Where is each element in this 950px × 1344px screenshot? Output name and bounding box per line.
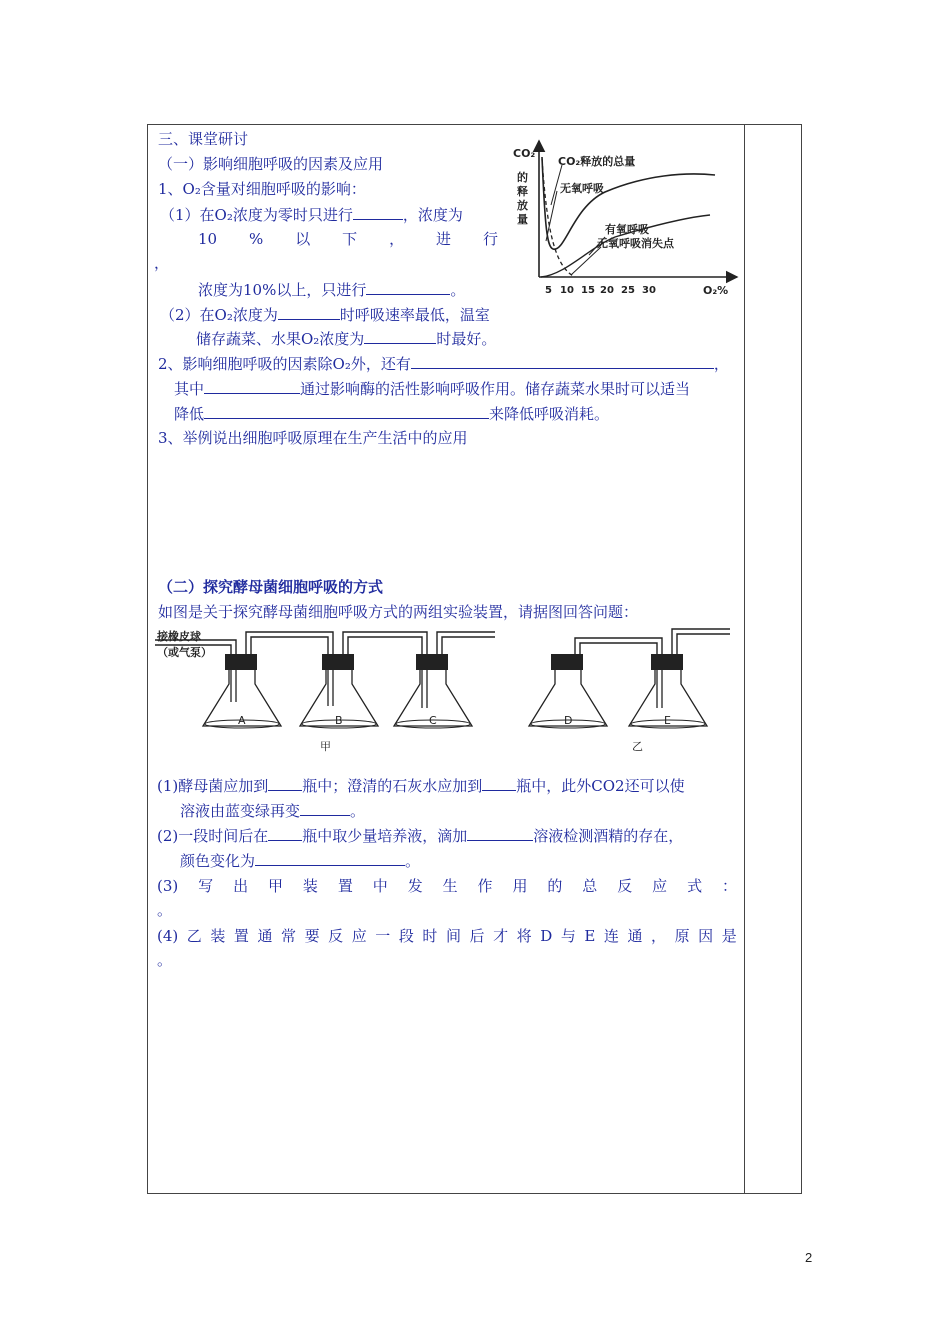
flask-label: E bbox=[664, 714, 671, 727]
answer-blank[interactable] bbox=[255, 851, 405, 866]
graph-ylabel-line: 放 bbox=[517, 199, 528, 212]
tube bbox=[442, 637, 495, 664]
group-label-jia: 甲 bbox=[320, 740, 331, 753]
pump-label-line-1: 接橡皮球 bbox=[157, 630, 201, 643]
question-1-1-line-d: 浓度为10%以上，只进行 。 bbox=[198, 281, 466, 299]
x-tick: 30 bbox=[642, 285, 656, 296]
question-1-2-line-b: 储存蔬菜、水果O₂浓度为 时最好。 bbox=[196, 330, 497, 348]
graph-xlabel: O₂% bbox=[703, 284, 729, 297]
graph-ylabel-line: 释 bbox=[517, 185, 528, 198]
label-aerobic: 有氧呼吸 bbox=[605, 223, 649, 236]
answer-blank[interactable] bbox=[366, 280, 450, 295]
question-1-1-line-c: ， bbox=[154, 254, 170, 272]
answer-blank[interactable] bbox=[278, 305, 340, 320]
tube bbox=[677, 634, 730, 664]
oxygen-respiration-graph bbox=[505, 137, 745, 299]
flask-label: D bbox=[564, 714, 573, 727]
section-title: 三、课堂研讨 bbox=[158, 130, 249, 148]
x-tick: 10 bbox=[560, 285, 574, 296]
x-tick: 25 bbox=[621, 285, 635, 296]
question-1-1-line-b: 10 % 以 下 ， 进 行 bbox=[198, 230, 498, 248]
answer-blank[interactable] bbox=[268, 826, 302, 841]
answer-blank[interactable] bbox=[204, 379, 300, 394]
tube bbox=[575, 638, 662, 664]
graph-ylabel-line: CO₂ bbox=[513, 147, 536, 160]
question-2-line-a: 2、影响细胞呼吸的因素除O₂外，还有 ， bbox=[158, 355, 729, 373]
part2-question-1-line-b: 溶液由蓝变绿再变 。 bbox=[180, 802, 366, 820]
answer-blank[interactable] bbox=[204, 404, 489, 419]
question-1-1-line-a: （1）在O₂浓度为零时只进行 ，浓度为 bbox=[160, 206, 463, 224]
part2-question-2-line-b: 颜色变化为 。 bbox=[180, 852, 421, 870]
tube bbox=[580, 643, 657, 664]
page-number: 2 bbox=[805, 1250, 813, 1265]
flask-label: A bbox=[238, 714, 246, 727]
part2-intro: 如图是关于探究酵母菌细胞呼吸方式的两组实验装置，请据图回答问题： bbox=[158, 603, 639, 621]
part2-question-4: (4) 乙 装 置 通 常 要 反 应 一 段 时 间 后 才 将 D 与 E 连 通 ， 原 因 是 bbox=[157, 927, 737, 945]
part2-question-4-tail: 。 bbox=[157, 951, 173, 969]
tube bbox=[348, 637, 422, 664]
graph-ylabel-line: 的 bbox=[517, 171, 528, 184]
label-total-co2: CO₂释放的总量 bbox=[558, 155, 636, 168]
answer-blank[interactable] bbox=[300, 801, 350, 816]
pump-label-line-2: （或气泵） bbox=[157, 646, 212, 659]
label-vanish-point: 无氧呼吸消失点 bbox=[597, 237, 674, 250]
answer-blank[interactable] bbox=[364, 329, 436, 344]
group-label-yi: 乙 bbox=[632, 740, 643, 753]
question-1-2-line-a: （2）在O₂浓度为 时呼吸速率最低，温室 bbox=[160, 306, 490, 324]
part2-question-1-line-a: (1)酵母菌应加到 瓶中；澄清的石灰水应加到 瓶中，此外CO2还可以使 bbox=[157, 777, 685, 795]
question-2-line-b: 其中 通过影响酶的活性影响呼吸作用。储存蔬菜水果时可以适当 bbox=[174, 380, 691, 398]
part2-question-3: (3) 写 出 甲 装 置 中 发 生 作 用 的 总 反 应 式 ： bbox=[157, 877, 737, 895]
flask-label: B bbox=[335, 714, 343, 727]
flask-label: C bbox=[429, 714, 437, 727]
x-tick: 15 bbox=[581, 285, 595, 296]
answer-blank[interactable] bbox=[467, 826, 533, 841]
label-anaerobic: 无氧呼吸 bbox=[560, 182, 604, 195]
yeast-apparatus-figure bbox=[155, 626, 740, 761]
question-3: 3、举例说出细胞呼吸原理在生产生活中的应用 bbox=[158, 429, 468, 447]
graph-ylabel-line: 量 bbox=[517, 213, 528, 226]
x-tick: 20 bbox=[600, 285, 614, 296]
answer-blank[interactable] bbox=[482, 776, 516, 791]
part2-question-2-line-a: (2)一段时间后在 瓶中取少量培养液，滴加 溶液检测酒精的存在， bbox=[157, 827, 684, 845]
part2-heading: （二）探究酵母菌细胞呼吸的方式 bbox=[158, 578, 384, 596]
answer-blank[interactable] bbox=[411, 354, 714, 369]
x-tick: 5 bbox=[545, 285, 552, 296]
question-1-title: 1、O₂含量对细胞呼吸的影响： bbox=[158, 180, 366, 198]
question-2-line-c: 降低 来降低呼吸消耗。 bbox=[174, 405, 610, 423]
answer-blank[interactable] bbox=[268, 776, 302, 791]
answer-blank[interactable] bbox=[353, 205, 403, 220]
tube bbox=[251, 637, 328, 664]
part1-heading: （一）影响细胞呼吸的因素及应用 bbox=[158, 155, 384, 173]
part2-question-3-tail: 。 bbox=[157, 901, 173, 919]
